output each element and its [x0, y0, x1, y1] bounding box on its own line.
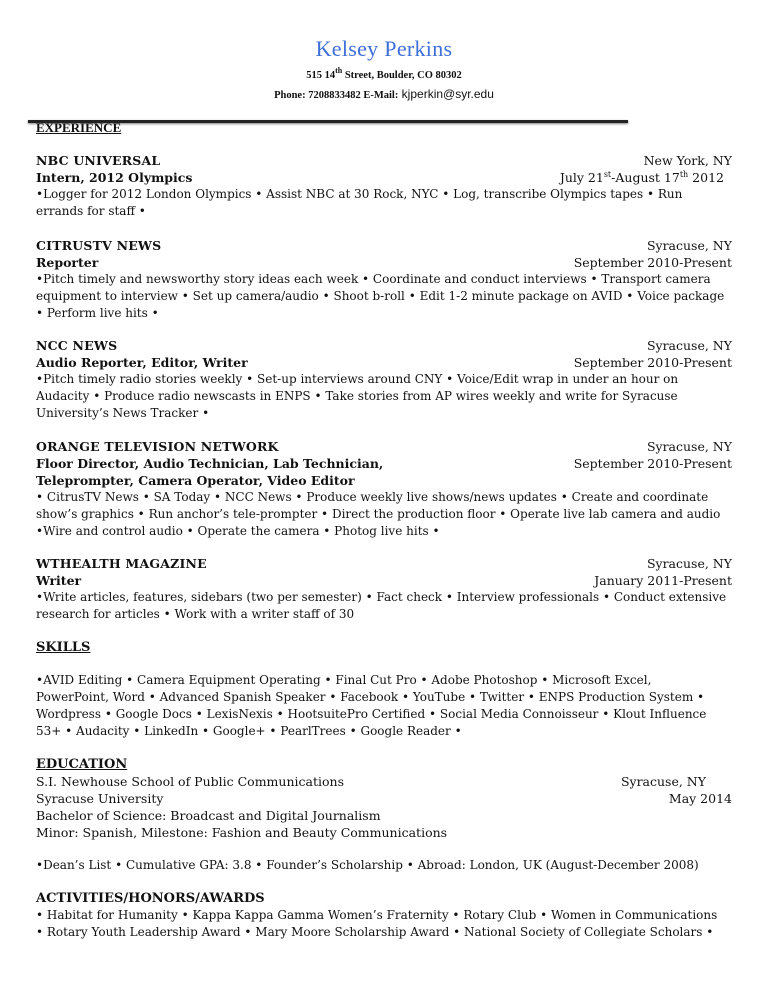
job-date: January 2011-Present — [594, 573, 732, 588]
job-role-row — [36, 169, 732, 186]
job-detail-line: •Pitch timely radio stories weekly • Set-up interviews around CNY • Voice/Edit wrap in under an hour on — [36, 372, 679, 386]
skills-line: 53+ • Audacity • LinkedIn • Google+ • PearlTrees • Google Reader • — [36, 724, 462, 738]
education-school-row — [36, 773, 732, 790]
job-detail-line: •Pitch timely and newsworthy story ideas each week • Coordinate and conduct interviews • Transport camera — [36, 272, 711, 286]
education-date: May 2014 — [668, 791, 732, 806]
job-role-row — [36, 472, 732, 489]
activities-line: • Rotary Youth Leadership Award • Mary Moore Scholarship Award • National Society of Collegiate Scholars • — [36, 925, 714, 939]
job-role-row — [36, 254, 732, 271]
phone-label: Phone: — [274, 90, 306, 101]
job-role: Reporter — [36, 255, 99, 270]
job-detail-line: equipment to interview • Set up camera/audio • Shoot b-roll • Edit 1-2 minute package on AVID • Voice package — [36, 289, 725, 303]
activities-heading: ACTIVITIES/HONORS/AWARDS — [36, 891, 265, 906]
education-university-row — [36, 790, 732, 807]
job-org: NBC UNIVERSAL — [36, 153, 161, 168]
job-detail-line: research for articles • Work with a writer staff of 30 — [36, 607, 355, 621]
street-number: 515 14 — [306, 70, 336, 81]
job-role: Floor Director, Audio Technician, Lab Technician, — [36, 456, 384, 471]
job-location: Syracuse, NY — [646, 238, 732, 253]
resume-name: Kelsey Perkins — [315, 36, 453, 61]
job-date: September 2010-Present — [573, 255, 732, 270]
education-school: S.I. Newhouse School of Public Communications — [36, 774, 344, 789]
job-header — [36, 555, 732, 572]
job-location: New York, NY — [643, 153, 732, 168]
education-minor: Minor: Spanish, Milestone: Fashion and Beauty Communications — [36, 825, 448, 840]
education-degree: Bachelor of Science: Broadcast and Digital Journalism — [36, 808, 381, 823]
job-detail-line: •Logger for 2012 London Olympics • Assist NBC at 30 Rock, NYC • Log, transcribe Olympics tapes • Run — [36, 187, 683, 201]
job-org: WTHEALTH MAGAZINE — [36, 556, 207, 571]
skills-line: PowerPoint, Word • Advanced Spanish Speaker • Facebook • YouTube • Twitter • ENPS Production System • — [36, 690, 705, 704]
job-role: Audio Reporter, Editor, Writer — [36, 355, 248, 370]
email-label: E-Mail: — [363, 90, 399, 101]
education-location: Syracuse, NY — [620, 774, 706, 789]
skills-heading: SKILLS — [36, 640, 91, 655]
job-date: September 2010-Present — [573, 456, 732, 471]
email-address: kjperkin@syr.edu — [398, 87, 494, 101]
street-rest: Street, Boulder, CO 80302 — [342, 70, 462, 81]
job-role-row — [36, 354, 732, 371]
education-heading: EDUCATION — [36, 757, 128, 772]
job-header — [36, 152, 732, 169]
job-role: Writer — [36, 573, 82, 588]
job-date: July 21st-August 17th 2012 — [559, 170, 724, 185]
phone-number: 7208833482 — [305, 90, 364, 101]
job-location: Syracuse, NY — [646, 439, 732, 454]
contact-line — [0, 87, 768, 101]
job-detail-line: •Wire and control audio • Operate the camera • Photog live hits • — [36, 524, 440, 538]
street-suffix: th — [335, 66, 343, 75]
job-header — [36, 237, 732, 254]
skills-line: •AVID Editing • Camera Equipment Operating • Final Cut Pro • Adobe Photoshop • Microsoft Excel, — [36, 673, 652, 687]
job-detail-line: show’s graphics • Run anchor’s tele-prompter • Direct the production floor • Operate live lab camera and audio — [36, 507, 721, 521]
job-detail-line: errands for staff • — [36, 204, 146, 218]
job-location: Syracuse, NY — [646, 556, 732, 571]
job-org: CITRUSTV NEWS — [36, 238, 162, 253]
job-detail-line: • Perform live hits • — [36, 306, 159, 320]
job-role-row — [36, 455, 732, 472]
job-header — [36, 337, 732, 354]
job-detail-line: •Write articles, features, sidebars (two per semester) • Fact check • Interview professionals • Conduct extensive — [36, 590, 727, 604]
job-detail-line: Audacity • Produce radio newscasts in ENPS • Take stories from AP wires weekly and write for Syracuse — [36, 389, 678, 403]
job-org: ORANGE TELEVISION NETWORK — [36, 439, 279, 454]
skills-line: Wordpress • Google Docs • LexisNexis • HootsuitePro Certified • Social Media Connoisseur • Klout Influence — [36, 707, 707, 721]
job-role: Teleprompter, Camera Operator, Video Editor — [36, 473, 355, 488]
experience-heading: EXPERIENCE — [36, 120, 122, 135]
education-university: Syracuse University — [36, 791, 164, 806]
job-role: Intern, 2012 Olympics — [36, 170, 193, 185]
job-header — [36, 438, 732, 455]
job-detail-line: • CitrusTV News • SA Today • NCC News • Produce weekly live shows/news updates • Create and coordinate — [36, 490, 709, 504]
job-org: NCC NEWS — [36, 338, 118, 353]
job-detail-line: University’s News Tracker • — [36, 406, 210, 420]
job-date: September 2010-Present — [573, 355, 732, 370]
job-role-row — [36, 572, 732, 589]
education-honors: •Dean’s List • Cumulative GPA: 3.8 • Founder’s Scholarship • Abroad: London, UK (August-December 2008) — [36, 858, 699, 872]
job-location: Syracuse, NY — [646, 338, 732, 353]
address-line — [0, 66, 768, 81]
activities-line: • Habitat for Humanity • Kappa Kappa Gamma Women’s Fraternity • Rotary Club • Women in Communications — [36, 908, 718, 922]
